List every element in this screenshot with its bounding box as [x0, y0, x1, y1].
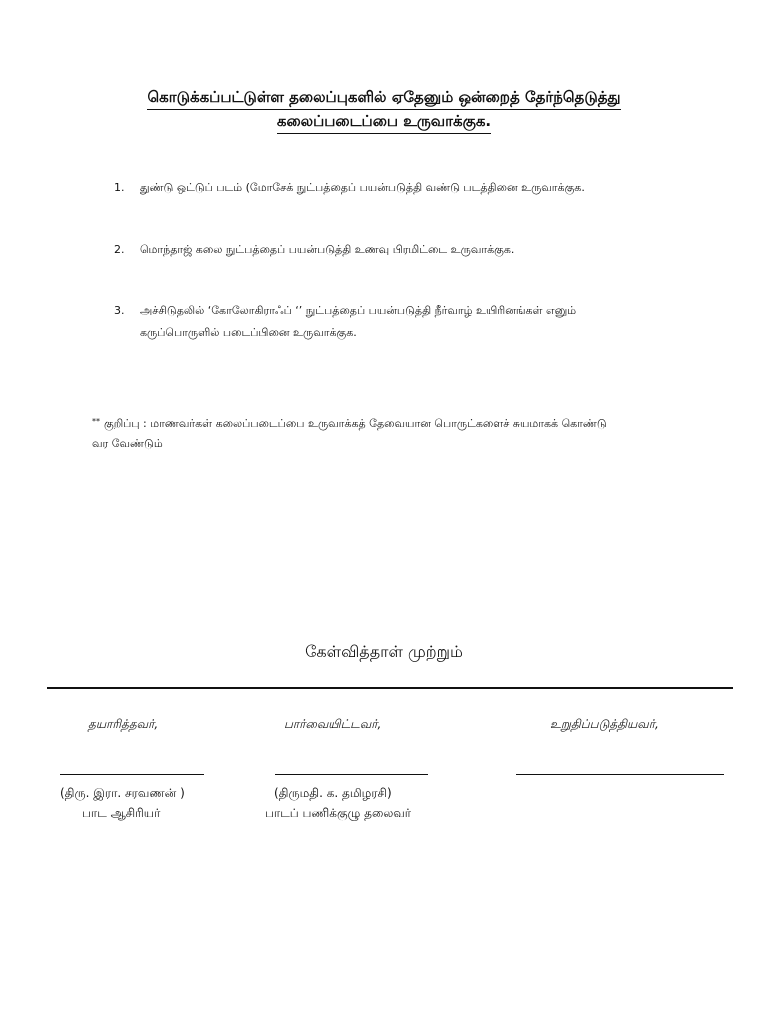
- list-item-number: 3.: [114, 304, 125, 317]
- signature-line-prepared: [60, 774, 204, 775]
- list-item-text-line-1: அச்சிடுதலில் ‘கோலோகிராஃப் ‘’ நுட்பத்தைப் பயன்படுத்தி நீர்வாழ் உயிரினங்கள் எனும்: [140, 304, 577, 317]
- heading-line-1-text: கொடுக்கப்பட்டுள்ள தலைப்புகளில் ஏதேனும் ஒன்றைத் தேர்ந்தெடுத்து: [147, 86, 620, 110]
- horizontal-divider: [47, 687, 733, 689]
- end-of-paper-title: கேள்வித்தாள் முற்றும்: [305, 642, 463, 661]
- heading-line-2: [60, 110, 708, 134]
- heading-line-2-text: கலைப்படைப்பை உருவாக்குக.: [277, 110, 491, 134]
- note-text-line-2: வர வேண்டும்: [92, 437, 163, 450]
- list-item-3: [114, 300, 674, 344]
- note: [92, 412, 682, 454]
- list-item-text: துண்டு ஒட்டுப் படம் (மோசேக் நுட்பத்தைப் பயன்படுத்தி வண்டு படத்தினை உருவாக்குக.: [140, 181, 585, 194]
- checked-by-label: பார்வையிட்டவர்,: [284, 717, 382, 731]
- signature-line-checked: [275, 774, 428, 775]
- list-item-text-line-2: கருப்பொருளில் படைப்பினை உருவாக்குக.: [140, 326, 357, 339]
- verified-by-label: உறுதிப்படுத்தியவர்,: [550, 717, 659, 731]
- heading-line-1: [60, 86, 708, 110]
- list-item-text: மொந்தாஜ் கலை நுட்பத்தைப் பயன்படுத்தி உணவு பிரமிட்டை உருவாக்குக.: [140, 243, 515, 256]
- prepared-by-title: பாட ஆசிரியர்: [82, 806, 161, 820]
- list-item-number: 1.: [114, 181, 125, 194]
- note-text-line-1: குறிப்பு : மாணவர்கள் கலைப்படைப்பை உருவாக்கத் தேவையான பொருட்களைச் சுயமாகக் கொண்டு: [104, 417, 607, 430]
- prepared-by-label: தயாரித்தவர்,: [88, 717, 159, 731]
- checked-by-name: (திருமதி. க. தமிழரசி): [274, 786, 392, 800]
- note-line-1: [92, 412, 682, 434]
- list-item-2: [114, 239, 674, 261]
- note-stars: **: [92, 417, 100, 426]
- list-item-number: 2.: [114, 243, 125, 256]
- signature-line-verified: [516, 774, 724, 775]
- checked-by-title: பாடப் பணிக்குழு தலைவர்: [265, 806, 412, 820]
- list-item-1: [114, 177, 674, 199]
- prepared-by-name: (திரு. இரா. சரவணன் ): [60, 786, 185, 800]
